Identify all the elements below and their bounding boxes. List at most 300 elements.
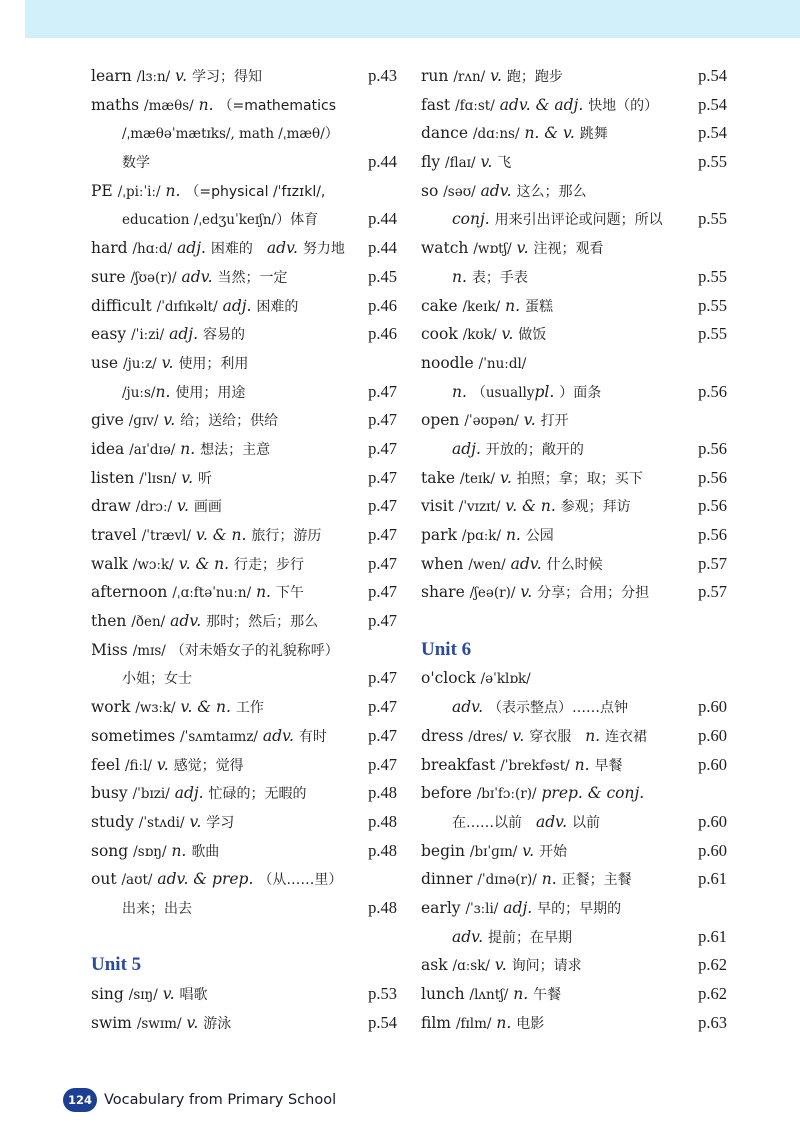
page-reference: p.57 <box>698 582 727 602</box>
vocab-entry <box>421 148 727 177</box>
page-reference: p.60 <box>698 811 727 831</box>
page-reference: p.56 <box>698 525 727 544</box>
vocab-entry <box>91 62 397 91</box>
part-of-speech: adv. <box>480 181 512 200</box>
headword: dinner <box>421 870 473 889</box>
headword: run <box>421 67 449 85</box>
pronunciation: /ʃeə(r)/ <box>469 585 516 602</box>
headword: work <box>91 698 131 717</box>
part-of-speech: v. & n. <box>195 526 247 544</box>
entry-text <box>421 894 621 924</box>
pronunciation: /keɪk/ <box>462 298 501 315</box>
chinese-definition: 感觉；觉得 <box>173 757 244 774</box>
chinese-definition: 电影 <box>516 1015 545 1032</box>
page-reference: p.60 <box>698 754 727 774</box>
pronunciation: /aɪˈdɪə/ <box>129 441 176 458</box>
entry-text <box>91 693 264 723</box>
page-number-badge: 124 <box>63 1088 97 1112</box>
chinese-definition: 打开 <box>540 413 569 430</box>
chinese-definition: 开始 <box>539 843 568 860</box>
entry-text <box>421 464 643 494</box>
page-reference: p.61 <box>698 869 727 889</box>
chinese-definition: 这么；那么 <box>516 183 587 200</box>
entry-continuation <box>421 923 727 952</box>
entry-text <box>421 693 628 723</box>
headword: hard <box>91 239 128 258</box>
entry-text <box>421 234 603 264</box>
chinese-definition: 困难的 <box>210 241 267 258</box>
chinese-definition: （ <box>471 384 486 401</box>
entry-text <box>91 464 212 494</box>
pronunciation: /ˈbrekfəst/ <box>500 757 570 774</box>
vocab-entry <box>421 292 727 321</box>
chinese-definition: 当然；一定 <box>217 269 288 286</box>
vocab-entry <box>421 664 727 693</box>
entry-continuation <box>91 119 397 148</box>
part-of-speech: v. & n. <box>178 554 230 573</box>
pronunciation: /ɡɪv/ <box>128 413 159 430</box>
vocab-entry <box>421 837 727 866</box>
pronunciation: /ˈlɪsn/ <box>139 470 177 487</box>
chinese-definition: 做饭 <box>518 327 547 344</box>
chinese-definition: 学习 <box>206 814 235 831</box>
entry-text <box>421 349 526 379</box>
page-reference: p.43 <box>368 66 397 85</box>
pronunciation: /pɑːk/ <box>461 528 502 544</box>
page-reference: p.56 <box>698 496 727 516</box>
vocab-entry <box>421 91 727 120</box>
headword: early <box>421 898 461 917</box>
entry-text <box>91 808 234 838</box>
headword: maths <box>91 95 140 114</box>
vocab-entry <box>91 607 397 636</box>
entry-continuation <box>91 664 397 693</box>
headword: fast <box>421 95 451 114</box>
chinese-definition: 参观；拜访 <box>560 499 631 516</box>
headword: use <box>91 353 119 372</box>
headword: idea <box>91 439 125 458</box>
pronunciation: /bɪˈɡɪn/ <box>469 843 518 860</box>
pronunciation: /bɪˈfɔː(r)/ <box>476 786 537 803</box>
page-reference: p.44 <box>368 209 397 229</box>
part-of-speech: n. <box>165 181 181 200</box>
entry-text <box>421 177 587 207</box>
section-spacer <box>91 923 397 952</box>
page-reference: p.47 <box>368 611 397 631</box>
entry-text <box>91 521 321 551</box>
pronunciation: /juːs/ <box>122 384 156 401</box>
page-reference: p.63 <box>698 1012 727 1032</box>
entry-text <box>421 320 546 350</box>
entry-text <box>91 550 304 580</box>
chinese-definition: 使用；利用 <box>178 355 249 372</box>
headword: draw <box>91 497 131 516</box>
chinese-definition: 快地（的） <box>588 97 659 114</box>
part-of-speech: v. <box>189 812 202 831</box>
pronunciation: /wen/ <box>468 556 506 573</box>
pronunciation: /ˈstʌdi/ <box>138 814 185 831</box>
vocab-entry <box>421 62 727 91</box>
headword: afternoon <box>91 583 168 602</box>
entry-text <box>91 320 245 350</box>
vocab-entry <box>421 177 727 206</box>
chinese-definition: 困难的 <box>256 298 299 315</box>
part-of-speech: n. <box>256 583 271 602</box>
page-reference: p.55 <box>698 152 727 172</box>
chinese-definition: 什么时候 <box>546 556 603 573</box>
chinese-definition: （=physical /ˈfɪzɪkl/, <box>185 183 326 200</box>
part-of-speech: v. <box>490 67 502 85</box>
pronunciation: /flaɪ/ <box>445 155 476 172</box>
page-reference: p.47 <box>368 725 397 745</box>
part-of-speech: adv. <box>266 239 298 258</box>
vocab-entry <box>91 865 397 894</box>
chinese-definition: 提前；在早期 <box>487 929 572 946</box>
part-of-speech: v. <box>516 239 529 258</box>
part-of-speech: v. <box>480 153 493 172</box>
page-reference: p.62 <box>698 955 727 975</box>
vocabulary-column-left <box>91 62 397 1037</box>
page-reference: p.54 <box>698 123 727 143</box>
entry-text <box>91 263 287 293</box>
page-reference: p.55 <box>698 295 727 315</box>
entry-text <box>421 119 608 149</box>
pronunciation: /əˈklɒk/ <box>480 671 531 688</box>
chinese-definition: （=mathematics <box>218 97 337 114</box>
headword: song <box>91 841 129 860</box>
part-of-speech: pl. <box>534 382 555 401</box>
entry-text <box>91 722 327 752</box>
entry-text <box>421 205 663 235</box>
entry-text <box>421 263 528 293</box>
part-of-speech: adj. <box>452 439 481 458</box>
entry-continuation <box>421 808 727 837</box>
page-footer <box>63 1088 336 1112</box>
vocab-entry <box>91 234 397 263</box>
entry-text <box>91 91 336 121</box>
part-of-speech: adv. <box>536 812 568 831</box>
part-of-speech: n. <box>452 382 467 401</box>
page-reference: p.56 <box>698 467 727 487</box>
vocab-entry <box>91 808 397 837</box>
vocab-entry <box>421 406 727 435</box>
headword: visit <box>421 497 454 516</box>
page-reference: p.46 <box>368 324 397 344</box>
headword: learn <box>91 67 132 85</box>
headword: lunch <box>421 985 465 1003</box>
part-of-speech: adv. <box>510 554 542 573</box>
pronunciation: /kʊk/ <box>462 327 497 344</box>
part-of-speech: n. <box>574 755 590 774</box>
chinese-definition: （对未婚女子的礼貌称呼） <box>170 642 339 659</box>
chinese-definition: 早的；早期的 <box>537 900 622 917</box>
part-of-speech: adv. <box>452 927 484 946</box>
entry-text <box>91 1009 231 1039</box>
part-of-speech: n. <box>155 382 171 401</box>
pronunciation: usually <box>485 384 535 401</box>
vocab-entry <box>91 521 397 550</box>
page-reference: p.56 <box>698 381 727 401</box>
page-reference: p.57 <box>698 553 727 573</box>
entry-text <box>421 1009 544 1039</box>
chinese-definition: 出来；出去 <box>122 900 192 917</box>
chinese-definition: 工作 <box>235 700 264 717</box>
headword: give <box>91 411 124 430</box>
part-of-speech: adv. <box>452 698 484 717</box>
vocab-entry <box>91 550 397 579</box>
chinese-definition: 学习；得知 <box>191 69 262 85</box>
vocab-entry <box>421 751 727 780</box>
entry-text <box>421 779 644 809</box>
vocab-entry <box>421 550 727 579</box>
pronunciation: /fɑːst/ <box>455 97 495 114</box>
page-reference: p.54 <box>698 66 727 85</box>
entry-text <box>91 177 325 207</box>
pronunciation: /ˈiːzi/ <box>131 327 165 344</box>
vocab-entry <box>91 751 397 780</box>
headword: out <box>91 870 117 889</box>
headword: o'clock <box>421 669 476 688</box>
part-of-speech: n. <box>496 1013 512 1032</box>
headword: cook <box>421 325 458 344</box>
chinese-definition: 想法；主意 <box>200 441 271 458</box>
page-reference: p.44 <box>368 152 397 172</box>
pronunciation: /mɪs/ <box>132 642 166 659</box>
page-reference: p.48 <box>368 811 397 831</box>
headword: busy <box>91 784 128 803</box>
page-reference: p.45 <box>368 266 397 286</box>
headword: sure <box>91 267 126 286</box>
headword: breakfast <box>421 755 496 774</box>
vocab-entry <box>91 693 397 722</box>
vocab-entry <box>91 91 397 120</box>
entry-text <box>91 234 345 264</box>
vocab-entry <box>91 722 397 751</box>
headword: travel <box>91 526 137 544</box>
vocab-entry <box>421 980 727 1009</box>
pronunciation: /hɑːd/ <box>132 241 173 258</box>
chinese-definition: 游泳 <box>203 1015 232 1032</box>
entry-text <box>421 148 511 178</box>
page-reference: p.47 <box>368 410 397 430</box>
part-of-speech: v. <box>494 956 507 975</box>
entry-text <box>421 550 603 580</box>
vocab-entry <box>91 492 397 521</box>
vocab-entry <box>91 1009 397 1038</box>
pronunciation: education /ˌedʒuˈkeɪʃn/ <box>122 212 277 229</box>
entry-text <box>91 837 219 867</box>
entry-text <box>421 378 601 408</box>
headword: easy <box>91 325 127 344</box>
headword: cake <box>421 296 458 315</box>
page-reference: p.46 <box>368 295 397 315</box>
entry-text <box>421 292 553 322</box>
entry-continuation <box>421 205 727 234</box>
vocabulary-column-right <box>421 62 727 1037</box>
pronunciation: /teɪk/ <box>459 470 495 487</box>
headword: sometimes <box>91 726 176 745</box>
vocab-entry <box>421 234 727 263</box>
part-of-speech: n. <box>180 439 196 458</box>
entry-text <box>91 636 339 666</box>
chinese-definition: 容易的 <box>202 327 245 344</box>
headword: share <box>421 583 465 602</box>
vocab-entry <box>421 349 727 378</box>
entry-text <box>421 435 584 465</box>
pronunciation: /wɒtʃ/ <box>473 241 512 258</box>
part-of-speech: adj. <box>169 325 199 344</box>
chinese-definition: 画画 <box>193 499 222 516</box>
chinese-definition: 蛋糕 <box>525 298 553 315</box>
chinese-definition: 听 <box>198 470 213 487</box>
entry-text <box>421 837 567 867</box>
pronunciation: /ˌɑːftəˈnuːn/ <box>172 585 252 602</box>
headword: take <box>421 468 456 487</box>
pronunciation: /ˈdɪnə(r)/ <box>477 872 537 889</box>
chinese-definition: 旅行；游历 <box>251 528 322 544</box>
pronunciation: /ˈdɪfɪkəlt/ <box>156 298 218 315</box>
headword: park <box>421 526 457 544</box>
pronunciation: /juːz/ <box>123 355 157 372</box>
vocab-entry <box>421 865 727 894</box>
pronunciation: /ˌmæθəˈmætɪks/, math /ˌmæθ/ <box>122 126 325 143</box>
page-reference: p.62 <box>698 984 727 1003</box>
entry-text <box>91 664 192 694</box>
entry-text <box>421 923 572 953</box>
entry-text <box>91 578 304 608</box>
pronunciation: /ˈsʌmtaɪmz/ <box>180 728 258 745</box>
vocab-entry <box>91 263 397 292</box>
book-section-title: Vocabulary from Primary School <box>104 1092 337 1108</box>
entry-text <box>91 751 244 781</box>
pronunciation: /drɔː/ <box>135 499 173 516</box>
entry-text <box>421 865 632 895</box>
part-of-speech: adj. <box>503 898 533 917</box>
headword: before <box>421 784 472 803</box>
pronunciation: /sɒŋ/ <box>133 843 167 860</box>
page-reference: p.48 <box>368 840 397 860</box>
vocab-entry <box>91 464 397 493</box>
vocab-entry <box>91 406 397 435</box>
pronunciation: /wɜːk/ <box>135 700 176 717</box>
part-of-speech: n. <box>505 526 521 544</box>
page-reference: p.55 <box>698 324 727 344</box>
unit-heading: Unit 6 <box>421 638 472 660</box>
page-reference: p.47 <box>368 668 397 688</box>
headword: so <box>421 181 439 200</box>
entry-continuation <box>91 205 397 234</box>
chinese-definition: 那时；然后；那么 <box>206 614 319 631</box>
entry-continuation <box>91 894 397 923</box>
entry-text <box>91 119 339 149</box>
headword: dress <box>421 726 464 745</box>
headword: ask <box>421 956 448 975</box>
entry-continuation <box>91 148 397 177</box>
chinese-definition: 有时 <box>298 728 327 745</box>
pronunciation: /ˈɜːli/ <box>465 900 499 917</box>
part-of-speech: n. <box>452 267 467 286</box>
pronunciation: /rʌn/ <box>453 69 486 85</box>
page-reference: p.56 <box>698 438 727 458</box>
vocab-entry <box>91 177 397 206</box>
vocab-entry <box>91 292 397 321</box>
part-of-speech: n. <box>585 726 601 745</box>
part-of-speech: v. <box>177 497 189 516</box>
entry-text <box>421 492 631 522</box>
pronunciation: /dɑːns/ <box>472 126 520 143</box>
chinese-definition: 询问；请求 <box>511 958 582 975</box>
chinese-definition: 忙碌的；无暇的 <box>208 786 307 803</box>
entry-text <box>91 894 192 924</box>
vocab-entry <box>421 951 727 980</box>
part-of-speech: n. <box>171 841 187 860</box>
entry-text <box>421 980 561 1010</box>
pronunciation: /lʌntʃ/ <box>469 987 509 1003</box>
pronunciation: /lɜːn/ <box>136 69 171 85</box>
entry-text <box>421 664 531 694</box>
headword: begin <box>421 841 465 860</box>
entry-continuation <box>91 378 397 407</box>
chinese-definition: 给；送给；供给 <box>180 413 279 430</box>
entry-text <box>91 865 342 895</box>
page-reference: p.47 <box>368 438 397 458</box>
part-of-speech: n. <box>198 95 214 114</box>
entry-text <box>421 808 600 838</box>
pronunciation: /ˌpiːˈiː/ <box>117 183 161 200</box>
chinese-definition: 唱歌 <box>179 987 208 1003</box>
page-reference: p.60 <box>698 725 727 745</box>
entry-text <box>91 492 222 522</box>
pronunciation: /wɔːk/ <box>132 556 174 573</box>
pronunciation: /ɑːsk/ <box>452 958 490 975</box>
entry-text <box>91 435 270 465</box>
headword: film <box>421 1013 451 1032</box>
chinese-definition: 歌曲 <box>191 843 220 860</box>
vocab-entry <box>91 435 397 464</box>
part-of-speech: v. <box>175 67 188 85</box>
part-of-speech: v. <box>501 325 514 344</box>
chinese-definition: 分享；合用；分担 <box>537 585 650 602</box>
entry-text <box>91 62 262 92</box>
part-of-speech: adj. <box>222 296 252 315</box>
headword: listen <box>91 468 135 487</box>
headword: open <box>421 411 460 430</box>
vocab-entry <box>421 1009 727 1038</box>
chinese-definition: 努力地 <box>302 241 345 258</box>
pronunciation: /səʊ/ <box>443 183 476 200</box>
pronunciation: /ˈnuːdl/ <box>478 355 527 372</box>
entry-text <box>421 578 649 608</box>
chinese-definition: ） <box>324 126 339 143</box>
part-of-speech: adv. <box>170 612 202 631</box>
vocab-entry <box>421 320 727 349</box>
page-reference: p.47 <box>368 553 397 573</box>
chinese-definition: 注视；观看 <box>533 241 604 258</box>
chinese-definition: 下午 <box>275 585 304 602</box>
entry-continuation <box>421 435 727 464</box>
pronunciation: /ʃʊə(r)/ <box>130 269 177 286</box>
entry-text <box>91 406 278 436</box>
chinese-definition: 使用；用途 <box>175 384 246 401</box>
chinese-definition: 在……以前 <box>452 814 536 831</box>
headword: Miss <box>91 640 128 659</box>
chinese-definition: 穿衣服 <box>529 728 586 745</box>
part-of-speech: v. <box>499 468 512 487</box>
page-reference: p.44 <box>368 238 397 258</box>
headword: study <box>91 812 134 831</box>
headword: difficult <box>91 296 152 315</box>
page-reference: p.54 <box>368 1012 397 1032</box>
